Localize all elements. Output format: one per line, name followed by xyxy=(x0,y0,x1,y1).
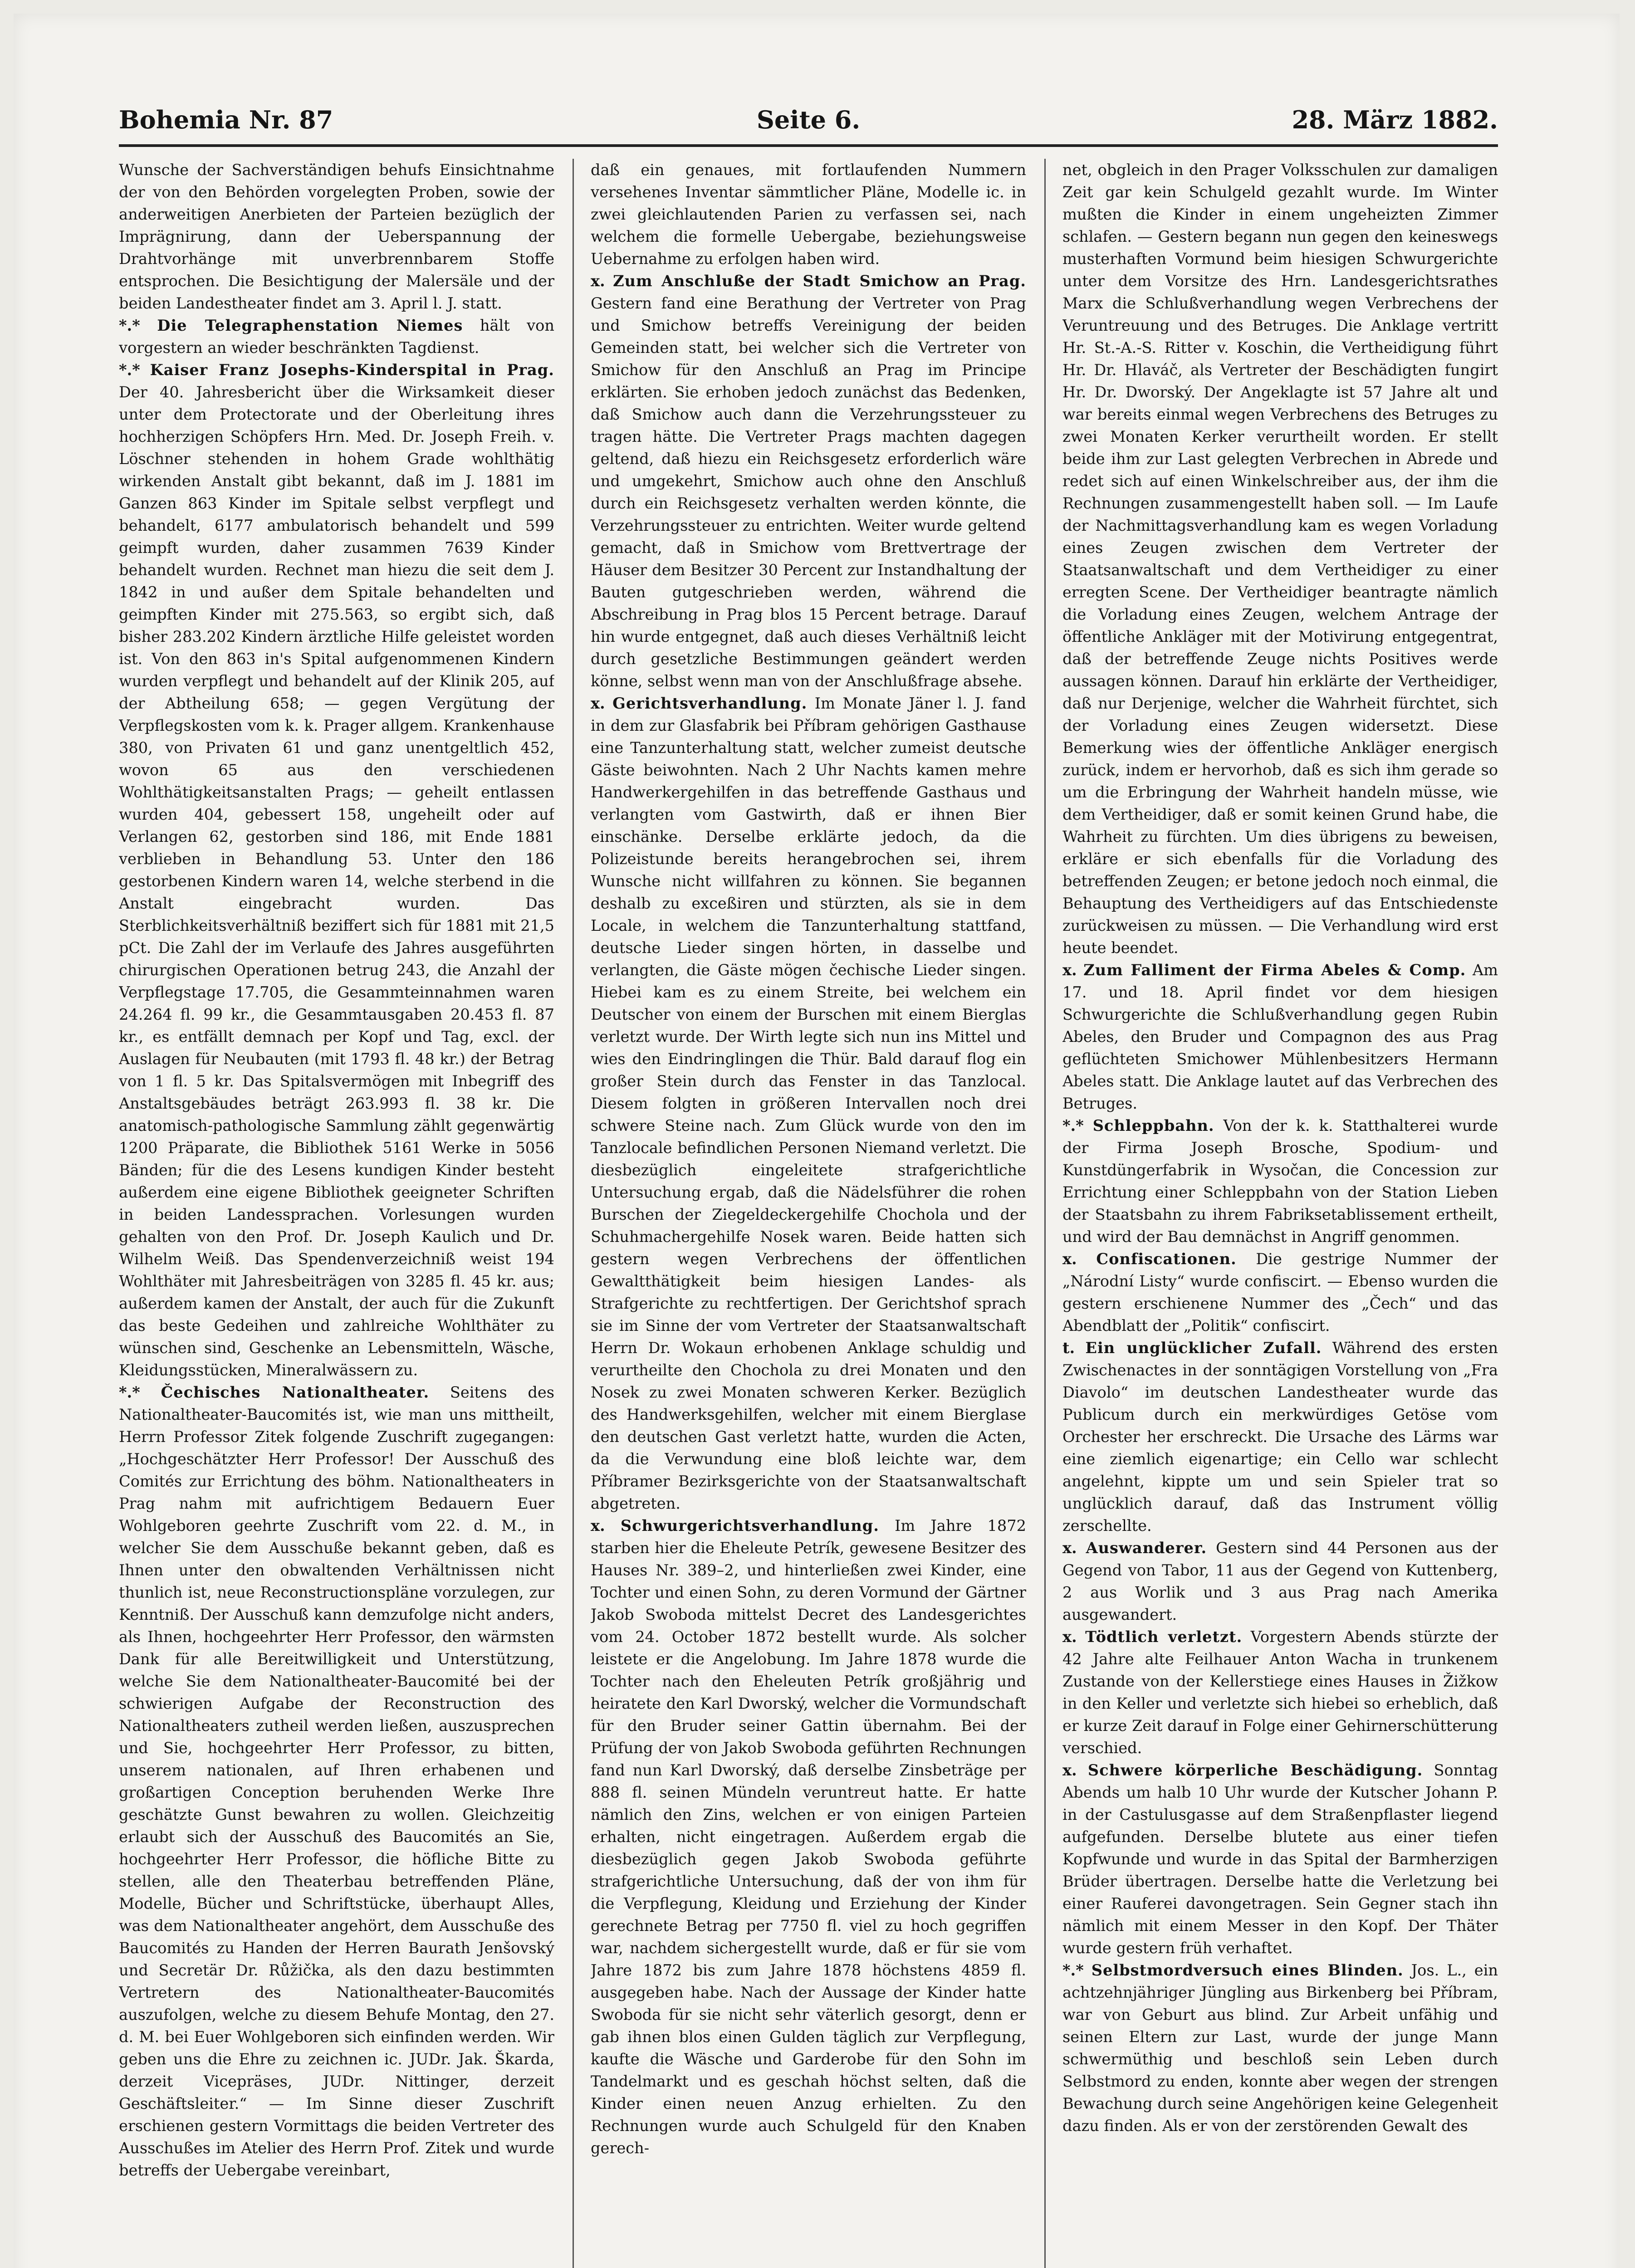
paragraph-marker: t. xyxy=(1062,1339,1075,1357)
paragraph-marker: x. xyxy=(1062,1250,1077,1268)
article-heading: Die Telegraphenstation Niemes xyxy=(157,316,463,334)
article-text: Gestern sind 44 Personen aus der Gegend von Tabor, 11 aus der Gegend von Kuttenberg, 2 aus Worlik und 3 aus Prag nach Amerika ausgewandert. xyxy=(1062,1539,1498,1623)
paragraph-marker: *.* xyxy=(1062,1961,1084,1979)
article-heading: Ein unglücklicher Zufall. xyxy=(1085,1339,1322,1357)
article-text: Von der k. k. Statthalterei wurde der Firma Joseph Brosche, Spodium- und Kunstdüngerfabrik in Wysočan, die Concession zur Errichtung einer Schleppbahn von der Station Lieben der Staatsbahn zu ihrem Fabriksetablissement ertheilt, und wird der Bau demnächst in Angriff genommen. xyxy=(1062,1117,1498,1246)
article-paragraph xyxy=(119,359,554,1381)
article-text: Am 17. und 18. April findet vor dem hiesigen Schwurgerichte die Schlußverhandlung gegen Rubin Abeles, den Bruder und Compagnon des aus Prag geflüchteten Smichower Mühlenbesitzers Hermann Abeles statt. Die Anklage lautet auf das Verbrechen des Betruges. xyxy=(1062,961,1498,1112)
article-text: Die gestrige Nummer der „Národní Listy“ wurde confiscirt. — Ebenso wurden die gestern erschienene Nummer des „Čech“ und das Abendblatt der „Politik“ confiscirt. xyxy=(1062,1250,1498,1334)
article-heading: Schwere körperliche Beschädigung. xyxy=(1087,1761,1423,1779)
article-text: Der 40. Jahresbericht über die Wirksamkeit dieser unter dem Protectorate und der Oberleitung ihres hochherzigen Schöpfers Hrn. Med. Dr. Joseph Freih. v. Löschner stehenden in hohem Grade wohlthätig wirkenden Anstalt gibt bekannt, daß im J. 1881 im Ganzen 863 Kinder im Spitale selbst verpflegt und behandelt, 6177 ambulatorisch behandelt und 599 geimpft wurden, daher zusammen 7639 Kinder behandelt wurden. Rechnet man hiezu die seit dem J. 1842 in und außer dem Spitale behandelten und geimpften Kinder mit 275.563, so ergibt sich, daß bisher 283.202 Kindern ärztliche Hilfe geleistet worden ist. Von den 863 in's Spital aufgenommenen Kindern wurden verpflegt und behandelt auf der Klinik 205, auf der Abtheilung 658; — gegen Vergütung der Verpflegskosten vom k. k. Prager allgem. Krankenhause 380, von Privaten 61 und ganz unentgeltlich 452, wovon 65 aus den verschiedenen Wohlthätigkeitsanstalten Prags; — geheilt entlassen wurden 404, gebessert 158, ungeheilt oder auf Verlangen 62, gestorben sind 186, mit Ende 1881 verblieben in Behandlung 53. Unter den 186 gestorbenen Kindern waren 14, welche sterbend in die Anstalt eingebracht wurden. Das Sterblichkeitsverhältniß beziffert sich für 1881 mit 21,5 pCt. Die Zahl der im Verlaufe des Jahres ausgeführten chirurgischen Operationen betrug 243, die Anzahl der Verpflegstage 17.705, die Gesammteinnahmen waren 24.264 fl. 99 kr., die Gesammtausgaben 20.453 fl. 87 kr., es entfällt demnach per Kopf und Tag, excl. der Auslagen für Neubauten (mit 1793 fl. 48 kr.) der Betrag von 1 fl. 5 kr. Das Spitalsvermögen mit Inbegriff des Anstaltsgebäudes beträgt 263.993 fl. 38 kr. Die anatomisch-pathologische Sammlung zählt gegenwärtig 1200 Präparate, die Bibliothek 5161 Werke in 5056 Bänden; für die des Lesens kundigen Kinder besteht außerdem eine eigene Bibliothek geeigneter Schriften in beiden Landessprachen. Vorlesungen wurden gehalten von den Prof. Dr. Joseph Kaulich und Dr. Wilhelm Weiß. Das Spendenverzeichniß weist 194 Wohlthäter mit Jahresbeiträgen von 3285 fl. 45 kr. aus; außerdem kamen der Anstalt, der auch für die Zukunft das beste Gedeihen und zahlreiche Wohlthäter zu wünschen sind, Geschenke an Lebensmitteln, Wäsche, Kleidungsstücken, Mineralwässern zu. xyxy=(119,383,554,1379)
article-text: net, obgleich in den Prager Volksschulen zur damaligen Zeit gar kein Schulgeld gezahlt wurde. Im Winter mußten die Kinder in einem ungeheizten Zimmer schlafen. — Gestern begann nun gegen den keineswegs musterhaften Vormund beim hiesigen Schwurgerichte unter dem Vorsitze des Hrn. Landesgerichtsrathes Marx die Schlußverhandlung wegen Verbrechens der Veruntreuung und des Betruges. Die Anklage vertritt Hr. St.-A.-S. Ritter v. Koschin, die Vertheidigung führt Hr. Dr. Hlaváč, als Vertreter der Beschädigten fungirt Hr. Dr. Dworský. Der Angeklagte ist 57 Jahre alt und war bereits einmal wegen Verbrechens des Betruges zu zwei Monaten Kerker verurtheilt worden. Er stellt beide ihm zur Last gelegten Verbrechen in Abrede und redet sich auf einen Winkelschreiber aus, der ihm die Rechnungen zusammengestellt haben soll. — Im Laufe der Nachmittagsverhandlung kam es wegen Vorladung eines Zeugen zwischen dem Vertreter der Staatsanwaltschaft und dem Vertheidiger zu einer erregten Scene. Der Vertheidiger beantragte nämlich die Vorladung eines Zeugen, welchem Antrage der öffentliche Ankläger mit der Motivirung entgegentrat, daß der betreffende Zeuge nichts Positives werde aussagen können. Darauf hin erklärte der Vertheidiger, daß nur Derjenige, welcher die Wahrheit fürchtet, sich der Vorladung eines Zeugen widersetzt. Diese Bemerkung wies der öffentliche Ankläger energisch zurück, indem er hervorhob, daß es sich ihm gerade so um die Erbringung der Wahrheit handeln müsse, wie dem Vertheidiger, daß er somit keinen Grund habe, die Wahrheit zu fürchten. Um dies übrigens zu beweisen, erkläre er sich ebenfalls für die Vorladung des betreffenden Zeugen; er betone jedoch noch einmal, die Behauptung des Vertheidigers auf das Entschiedenste zurückweisen zu müssen. — Die Verhandlung wird erst heute beendet. xyxy=(1062,161,1498,957)
paragraph-marker: *.* xyxy=(119,316,140,334)
article-heading: Schwurgerichtsverhandlung. xyxy=(620,1516,879,1535)
article-heading: Kaiser Franz Josephs-Kinderspital in Prag. xyxy=(150,361,554,379)
article-paragraph xyxy=(1062,1537,1498,1626)
paragraph-marker: *.* xyxy=(1062,1116,1084,1134)
paragraph-marker: x. xyxy=(591,694,605,712)
paragraph-marker: x. xyxy=(1062,1628,1077,1646)
article-heading: Tödtlich verletzt. xyxy=(1085,1628,1243,1646)
page-header xyxy=(119,105,1498,138)
column-3 xyxy=(1062,159,1498,2268)
paragraph-marker: x. xyxy=(1062,1539,1077,1557)
paragraph-marker: *.* xyxy=(119,361,140,379)
paragraph-marker: x. xyxy=(591,272,605,290)
article-paragraph xyxy=(591,1515,1026,2159)
article-paragraph xyxy=(591,159,1026,270)
article-heading: Zum Anschluße der Stadt Smichow an Prag. xyxy=(613,272,1026,290)
article-heading: Zum Falliment der Firma Abeles & Comp. xyxy=(1083,961,1466,979)
article-heading: Selbstmordversuch eines Blinden. xyxy=(1091,1961,1404,1979)
article-text: Jos. L., ein achtzehnjähriger Jüngling aus Birkenberg bei Příbram, war von Geburt aus blind. Zur Arbeit unfähig und seinen Eltern zur Last, wurde der junge Mann schwermüthig und beschloß sein Leben durch Selbstmord zu enden, konnte aber wegen der strengen Bewachung durch seine Angehörigen keine Gelegenheit dazu finden. Als er von der zerstörenden Gewalt des xyxy=(1062,1961,1498,2135)
article-heading: Confiscationen. xyxy=(1096,1250,1237,1268)
article-text: Vorgestern Abends stürzte der 42 Jahre alte Feilhauer Anton Wacha in trunkenem Zustande von der Kellerstiege eines Hauses in Žižkow in den Keller und verletzte sich hiebei so erheblich, daß er kurze Zeit darauf in Folge einer Gehirnerschütterung verschied. xyxy=(1062,1628,1498,1757)
article-paragraph xyxy=(119,314,554,359)
masthead-issue: Bohemia Nr. 87 xyxy=(119,105,333,134)
article-heading: Auswanderer. xyxy=(1086,1539,1207,1557)
article-text: Im Monate Jäner l. J. fand in dem zur Glasfabrik bei Příbram gehörigen Gasthause eine Tanzunterhaltung statt, welcher zumeist deutsche Gäste beiwohnten. Nach 2 Uhr Nachts kamen mehre Handwerkergehilfen in das betreffende Gasthaus und verlangten vom Gastwirth, daß er ihnen Bier einschänke. Derselbe erklärte jedoch, da die Polizeistunde bereits herangebrochen sei, ihrem Wunsche nicht willfahren zu können. Sie begannen deshalb zu exceßiren und stürzten, als sie in dem Locale, in welchem die Tanzunterhaltung stattfand, deutsche Lieder singen hörten, in dasselbe und verlangten, die Gäste mögen čechische Lieder singen. Hiebei kam es zu einem Streite, bei welchem ein Deutscher von einem der Burschen mit einem Bierglas verletzt wurde. Der Wirth legte sich nun ins Mittel und wies den Eindringlingen die Thür. Bald darauf flog ein großer Stein durch das Fenster in das Tanzlocal. Diesem folgten in größeren Intervallen noch drei schwere Steine nach. Zum Glück wurde von den im Tanzlocale befindlichen Personen Niemand verletzt. Die diesbezüglich eingeleitete strafgerichtliche Untersuchung ergab, daß die Nädelsführer die rohen Burschen der Ziegeldeckergehilfe Chochola und der Schuhmachergehilfe Nosek waren. Beide hatten sich gestern wegen Verbrechens der öffentlichen Gewaltthätigkeit beim hiesigen Landes- als Strafgerichte zu rechtfertigen. Der Gerichtshof sprach sie im Sinne der vom Vertreter der Staatsanwaltschaft Herrn Dr. Wokaun erhobenen Anklage schuldig und verurtheilte den Chochola zu drei Monaten und den Nosek zu zwei Monaten schweren Kerker. Bezüglich des Handwerksgehilfen, welcher mit einem Bierglase den deutschen Gast verletzt hatte, wurden die Acten, da die Verwundung eine bloß leichte war, dem Příbramer Bezirksgerichte von der Staatsanwaltschaft abgetreten. xyxy=(591,694,1026,1512)
header-rule xyxy=(119,144,1498,147)
article-paragraph xyxy=(1062,1337,1498,1537)
article-paragraph xyxy=(591,270,1026,692)
article-text: Wunsche der Sachverständigen behufs Einsichtnahme der von den Behörden vorgelegten Proben, sowie der anderweitigen Anerbieten der Parteien bezüglich der Imprägnirung, dann der Ueberspannung der Drahtvorhänge mit unverbrennbarem Stoffe entsprochen. Die Besichtigung der Malersäle und der beiden Landestheater findet am 3. April l. J. statt. xyxy=(119,161,554,312)
paragraph-marker: x. xyxy=(1062,1761,1077,1779)
article-paragraph xyxy=(1062,1248,1498,1337)
page-number: Seite 6. xyxy=(756,105,861,134)
column-divider xyxy=(1044,159,1046,2268)
article-text: Seitens des Nationaltheater-Baucomités ist, wie man uns mittheilt, Herrn Professor Zitek folgende Zuschrift zugegangen: „Hochgeschätzter Herr Professor! Der Ausschuß des Comités zur Errichtung des böhm. Nationaltheaters in Prag nahm mit aufrichtigem Bedauern Euer Wohlgeboren geehrte Zuschrift vom 22. d. M., in welcher Sie dem Ausschuße bekannt geben, daß es Ihnen unter den obwaltenden Verhältnissen nicht thunlich ist, neue Reconstructionspläne vorzulegen, zur Kenntniß. Der Ausschuß kann demzufolge nicht anders, als Ihnen, hochgeehrter Herr Professor, den wärmsten Dank für alle Bereitwilligkeit und Unterstützung, welche Sie dem Nationaltheater-Baucomité bei der schwierigen Aufgabe der Reconstruction des Nationaltheaters zutheil werden ließen, auszusprechen und Sie, hochgeehrter Herr Professor, zu bitten, unserem nationalen, auf Ihren erhabenen und großartigen Conception beruhenden Werke Ihre geschätzte Gunst bewahren zu wollen. Gleichzeitig erlaubt sich der Ausschuß des Baucomités an Sie, hochgeehrter Herr Professor, die höfliche Bitte zu stellen, alle den Theaterbau betreffenden Pläne, Modelle, Bücher und Schriftstücke, überhaupt Alles, was dem Nationaltheater angehört, dem Ausschuße des Baucomités zu Handen der Herren Baurath Jenšovský und Secretär Dr. Růžička, als den dazu bestimmten Vertretern des Nationaltheater-Baucomités auszufolgen, welche zu diesem Behufe Montag, den 27. d. M. bei Euer Wohlgeboren sich einfinden werden. Wir geben uns die Ehre zu zeichnen ic. JUDr. Jak. Škarda, derzeit Vicepräses, JUDr. Nittinger, derzeit Geschäftsleiter.“ — Im Sinne dieser Zuschrift erschienen gestern Vormittags die beiden Vertreter des Ausschußes im Atelier des Herrn Prof. Zitek und wurde betreffs der Uebergabe vereinbart, xyxy=(119,1383,554,2179)
paragraph-marker: *.* xyxy=(119,1383,140,1401)
article-paragraph xyxy=(119,159,554,314)
article-paragraph xyxy=(119,1381,554,2181)
article-text: Sonntag Abends um halb 10 Uhr wurde der Kutscher Johann P. in der Castulusgasse auf dem Straßenpflaster liegend aufgefunden. Derselbe blutete aus einer tiefen Kopfwunde und wurde in das Spital der Barmherzigen Brüder übertragen. Derselbe hatte die Verletzung bei einer Rauferei davongetragen. Sein Gegner stach ihn nämlich mit einem Messer in den Kopf. Der Thäter wurde gestern früh verhaftet. xyxy=(1062,1761,1498,1957)
article-paragraph xyxy=(1062,1759,1498,1959)
article-text: Während des ersten Zwischenactes in der sonntägigen Vorstellung von „Fra Diavolo“ im deutschen Landestheater wurde das Publicum durch ein merkwürdiges Getöse vom Orchester her erschreckt. Die Ursache des Lärms war eine ziemlich eigenartige; ein Cello war schlecht angelehnt, kippte um und sein Spieler trat so unglücklich darauf, daß das Instrument völlig zerschellte. xyxy=(1062,1339,1498,1535)
article-paragraph xyxy=(591,692,1026,1515)
article-paragraph xyxy=(1062,1114,1498,1248)
column-divider xyxy=(573,159,574,2268)
article-heading: Schleppbahn. xyxy=(1092,1116,1214,1134)
article-paragraph xyxy=(1062,1959,1498,2137)
paragraph-marker: x. xyxy=(591,1516,605,1535)
article-text: Gestern fand eine Berathung der Vertreter von Prag und Smichow betreffs Vereinigung der beiden Gemeinden statt, bei welcher sich die Vertreter von Smichow für den Anschluß an Prag im Principe erklärten. Sie erhoben jedoch zunächst das Bedenken, daß Smichow auch dann die Verzehrungssteuer zu tragen hätte. Die Vertreter Prags machten dagegen geltend, daß hiezu ein Reichsgesetz erforderlich wäre und umgekehrt, Smichow auch ohne den Anschluß durch ein Reichsgesetz verhalten werden könnte, die Verzehrungssteuer zu entrichten. Weiter wurde geltend gemacht, daß in Smichow vom Brettvertrage der Häuser dem Besitzer 30 Percent zur Instandhaltung der Bauten gutgeschrieben werden, während die Abschreibung in Prag blos 15 Percent betrage. Darauf hin wurde entgegnet, daß auch dieses Verhältniß leicht durch gesetzliche Bestimmungen geändert werden könne, selbst wenn man von der Anschlußfrage absehe. xyxy=(591,294,1026,690)
paragraph-marker: x. xyxy=(1062,961,1077,979)
article-heading: Čechisches Nationaltheater. xyxy=(161,1383,430,1401)
article-text: daß ein genaues, mit fortlaufenden Nummern versehenes Inventar sämmtlicher Pläne, Modelle ic. in zwei gleichlautenden Parien zu verfassen sei, nach welchem die formelle Uebergabe, beziehungsweise Uebernahme zu erfolgen haben wird. xyxy=(591,161,1026,268)
article-paragraph xyxy=(1062,159,1498,959)
column-1 xyxy=(119,159,554,2268)
article-paragraph xyxy=(1062,959,1498,1114)
article-text: Im Jahre 1872 starben hier die Eheleute Petrík, gewesene Besitzer des Hauses Nr. 389–2, und hinterließen zwei Kinder, eine Tochter und einen Sohn, zu deren Vormund der Gärtner Jakob Swoboda mittelst Decret des Landesgerichtes vom 24. October 1872 bestellt wurde. Als solcher leistete er die Angelobung. Im Jahre 1878 wurde die Tochter nach den Eheleuten Petrík großjährig und heiratete den Karl Dworský, welcher die Vormundschaft für den Bruder seiner Gattin übernahm. Bei der Prüfung der von Jakob Swoboda geführten Rechnungen fand nun Karl Dworský, daß derselbe Zinsbeträge per 888 fl. seinen Mündeln veruntreut hatte. Er hatte nämlich den Zins, welchen er von einigen Parteien erhalten, nicht eingetragen. Außerdem ergab die diesbezüglich gegen Jakob Swoboda geführte strafgerichtliche Untersuchung, daß der von ihm für die Verpflegung, Kleidung und Erziehung der Kinder gerechnete Betrag per 7750 fl. viel zu hoch gegriffen war, nachdem sichergestellt wurde, daß er für sie vom Jahre 1872 bis zum Jahre 1878 höchstens 4859 fl. ausgegeben habe. Nach der Aussage der Kinder hatte Swoboda für sie nicht sehr väterlich gesorgt, denn er gab ihnen blos einen Gulden täglich zur Verpflegung, kaufte die Wäsche und Garderobe für den Sohn im Tandelmarkt und es geschah höchst selten, daß die Kinder einen neuen Anzug erhielten. Zu den Rechnungen wurde auch Schulgeld für den Knaben gerech- xyxy=(591,1517,1026,2157)
article-text: hält von vorgestern an wieder beschränkten Tagdienst. xyxy=(119,317,554,357)
column-2 xyxy=(591,159,1026,2268)
issue-date: 28. März 1882. xyxy=(1292,105,1498,134)
article-paragraph xyxy=(1062,1626,1498,1759)
article-heading: Gerichtsverhandlung. xyxy=(612,694,808,712)
